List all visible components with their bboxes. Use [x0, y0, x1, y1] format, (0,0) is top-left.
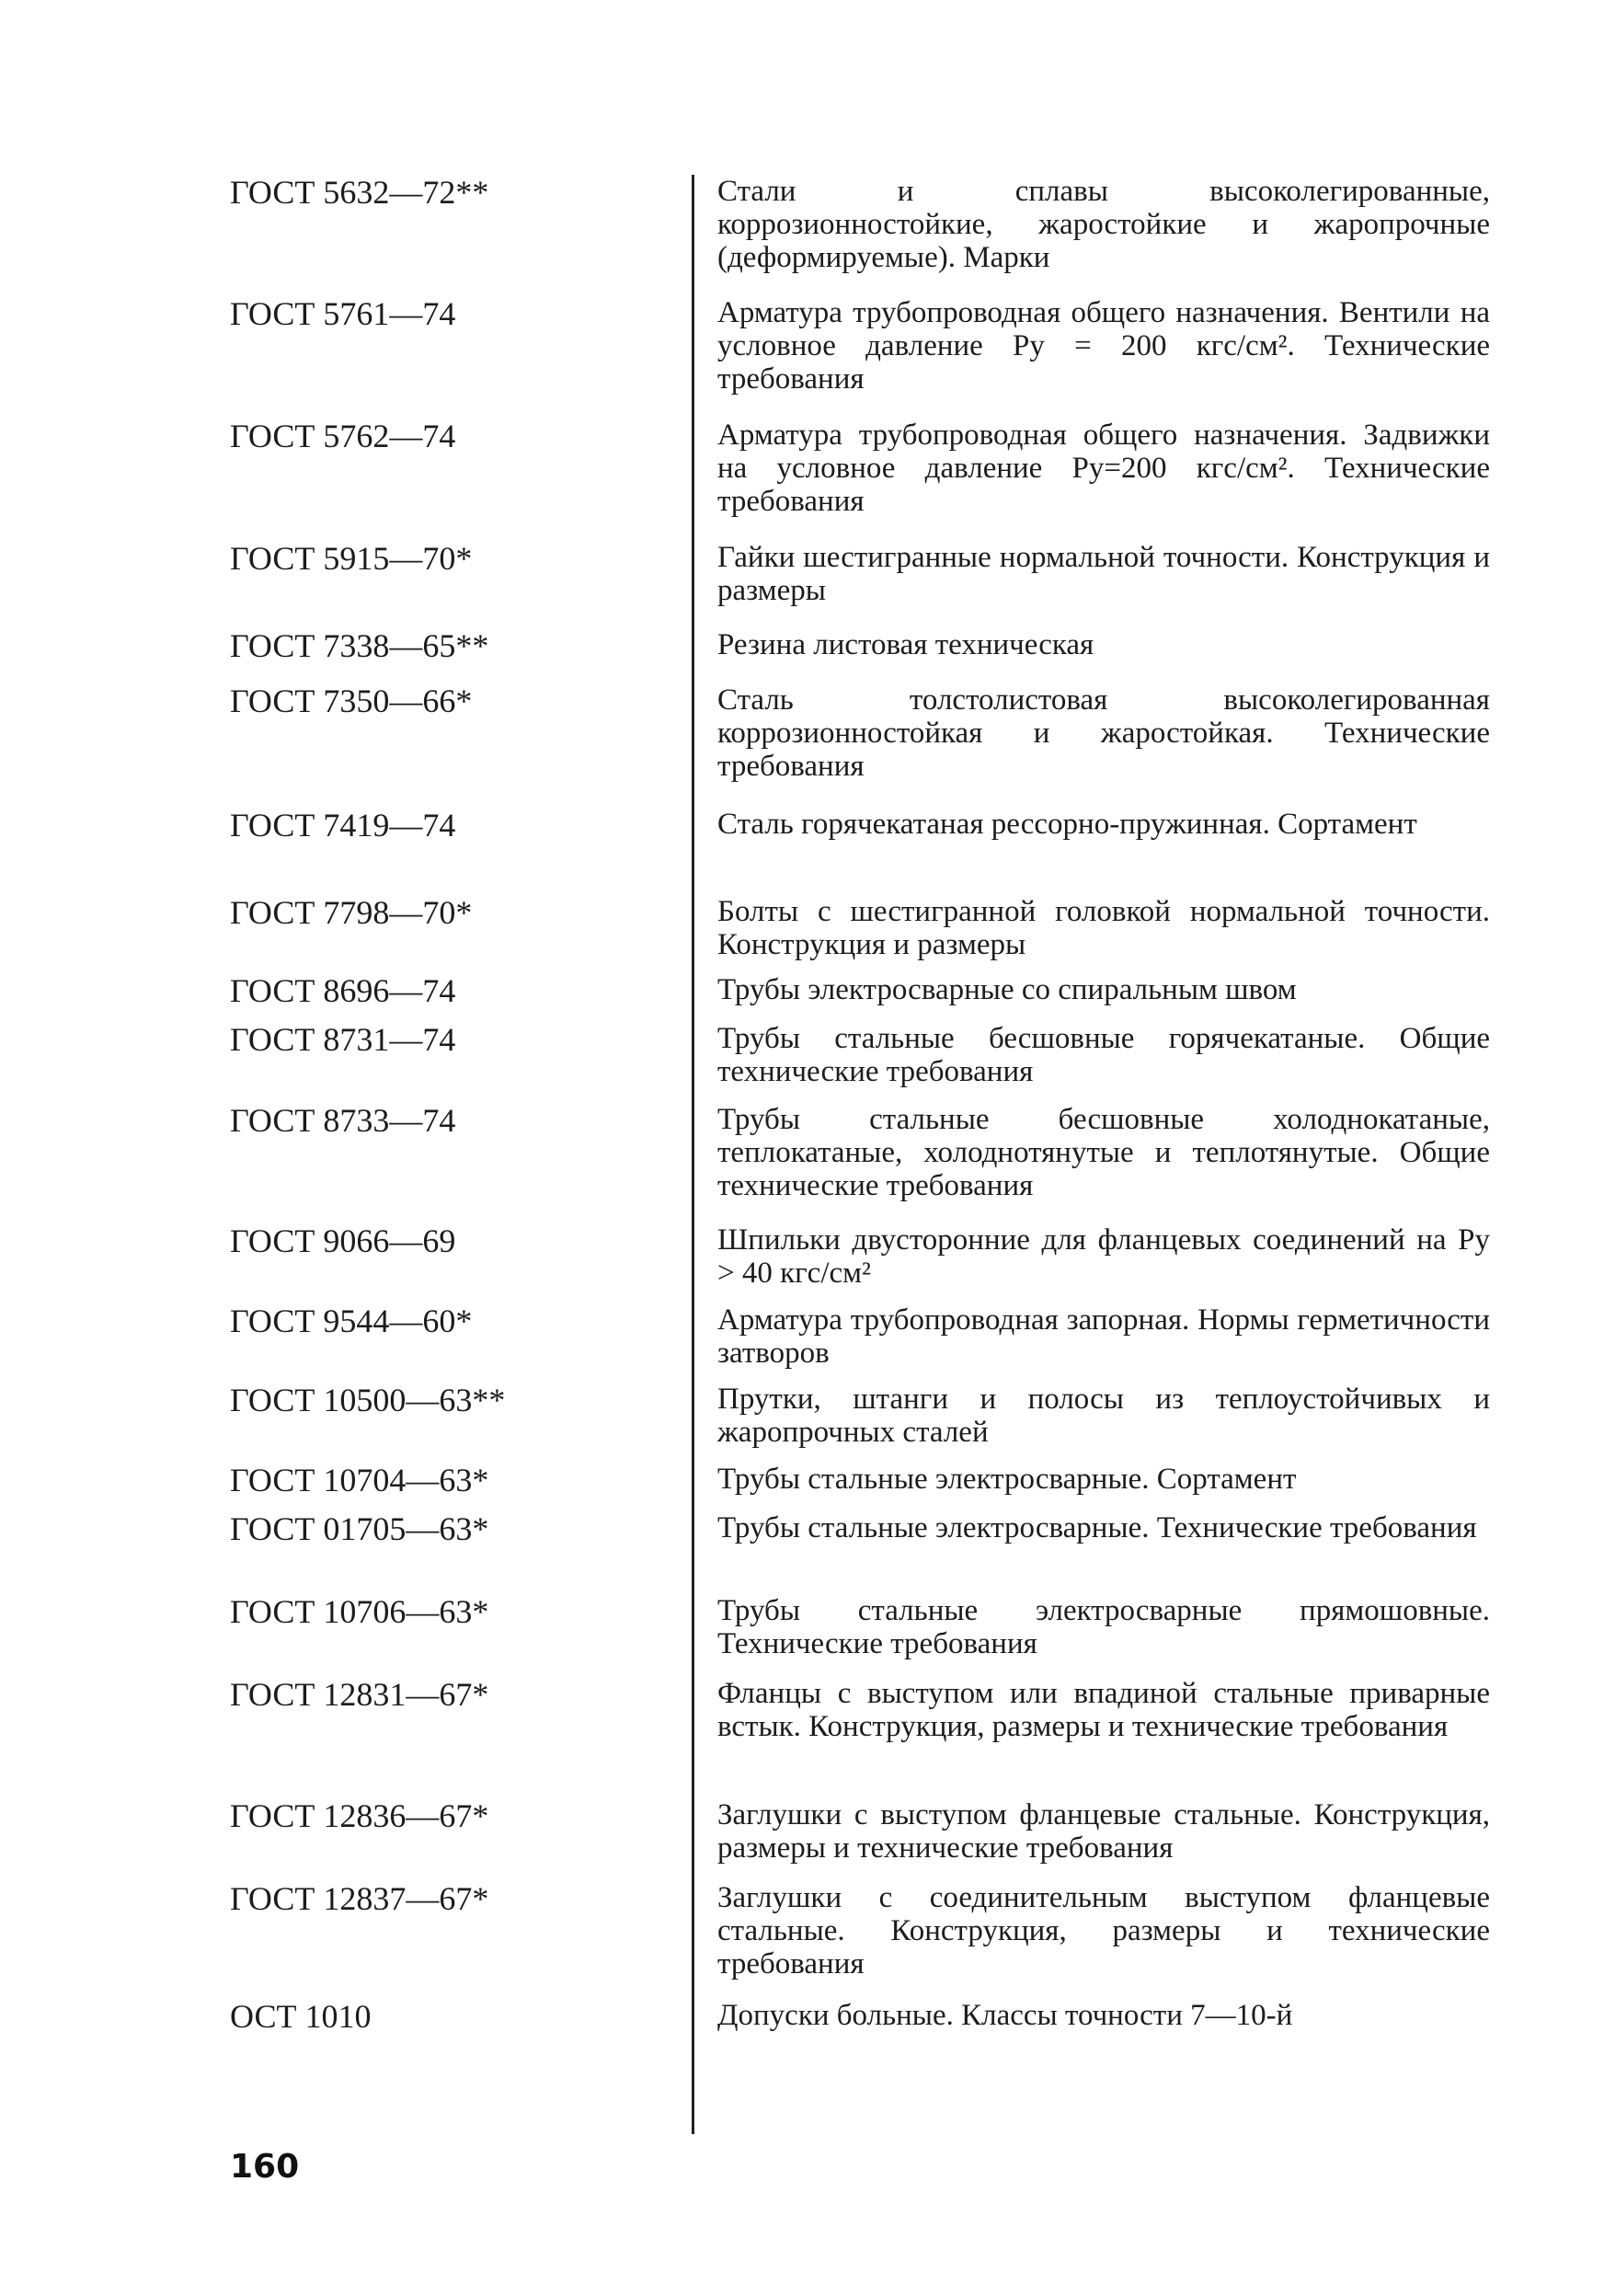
- standard-code: ГОСТ 9066—69: [230, 1223, 456, 1259]
- standard-code: ГОСТ 5762—74: [230, 418, 456, 454]
- standard-title: Трубы стальные электросварные прямошовные. Технические требования: [717, 1594, 1490, 1660]
- standard-title: Арматура трубопроводная общего назначения. Вентили на условное давление Pу = 200 кгс/см². Технические требования: [717, 296, 1490, 396]
- standard-code: ГОСТ 8696—74: [230, 972, 456, 1009]
- standard-code: ГОСТ 10704—63*: [230, 1462, 489, 1498]
- standard-title: Гайки шестигранные нормальной точности. Конструкция и размеры: [717, 541, 1490, 607]
- standard-title: Болты с шестигранной головкой нормальной точности. Конструкция и размеры: [717, 895, 1490, 961]
- standard-code: ГОСТ 12831—67*: [230, 1676, 489, 1713]
- standard-title: Допуски больные. Классы точности 7—10-й: [717, 1999, 1293, 2032]
- standard-title: Заглушки с соединительным выступом фланцевые стальные. Конструкция, размеры и технические требования: [717, 1881, 1490, 1980]
- page-number: 160: [230, 2148, 300, 2186]
- standard-title: Шпильки двусторонние для фланцевых соединений на Pу > 40 кгс/см²: [717, 1223, 1490, 1290]
- standard-code: ГОСТ 12836—67*: [230, 1797, 489, 1834]
- standard-code: ГОСТ 12837—67*: [230, 1880, 489, 1917]
- standard-code: ГОСТ 10500—63**: [230, 1382, 506, 1418]
- standard-title: Стали и сплавы высоколегированные, коррозионностойкие, жаростойкие и жаропрочные (деформируемые). Марки: [717, 175, 1490, 274]
- standard-code: ГОСТ 5915—70*: [230, 540, 473, 577]
- standard-title: Заглушки с выступом фланцевые стальные. Конструкция, размеры и технические требования: [717, 1798, 1490, 1865]
- standard-title: Арматура трубопроводная запорная. Нормы герметичности затворов: [717, 1303, 1490, 1370]
- standard-code: ГОСТ 9544—60*: [230, 1303, 473, 1339]
- standard-code: ГОСТ 5632—72**: [230, 174, 489, 211]
- standard-title: Резина листовая техническая: [717, 628, 1094, 661]
- standard-title: Трубы электросварные со спиральным швом: [717, 973, 1297, 1006]
- standard-code: ГОСТ 7338—65**: [230, 627, 489, 664]
- standard-title: Фланцы с выступом или впадиной стальные приварные встык. Конструкция, размеры и технические требования: [717, 1677, 1490, 1743]
- standard-code: ГОСТ 10706—63*: [230, 1593, 489, 1630]
- standard-code: ГОСТ 7798—70*: [230, 894, 473, 931]
- standard-code: ОСТ 1010: [230, 1998, 372, 2035]
- standard-code: ГОСТ 7350—66*: [230, 683, 473, 719]
- standard-title: Сталь горячекатаная рессорно-пружинная. Сортамент: [717, 808, 1417, 841]
- standard-title: Прутки, штанги и полосы из теплоустойчивых и жаропрочных сталей: [717, 1383, 1490, 1449]
- standard-title: Трубы стальные бесшовные холоднокатаные, теплокатаные, холоднотянутые и теплотянутые. Общие технические требования: [717, 1103, 1490, 1202]
- standard-title: Трубы стальные электросварные. Технические требования: [717, 1511, 1477, 1544]
- standard-title: Трубы стальные электросварные. Сортамент: [717, 1463, 1297, 1496]
- column-divider: [692, 175, 694, 2134]
- standard-code: ГОСТ 8733—74: [230, 1102, 456, 1139]
- standard-code: ГОСТ 01705—63*: [230, 1510, 489, 1547]
- standard-title: Арматура трубопроводная общего назначения. Задвижки на условное давление Pу=200 кгс/см². Технические требования: [717, 419, 1490, 518]
- standard-title: Трубы стальные бесшовные горячекатаные. Общие технические требования: [717, 1022, 1490, 1088]
- standard-title: Сталь толстолистовая высоколегированная коррозионностойкая и жаростойкая. Технические требования: [717, 683, 1490, 783]
- standard-code: ГОСТ 7419—74: [230, 807, 456, 844]
- standard-code: ГОСТ 8731—74: [230, 1021, 456, 1058]
- standard-code: ГОСТ 5761—74: [230, 295, 456, 332]
